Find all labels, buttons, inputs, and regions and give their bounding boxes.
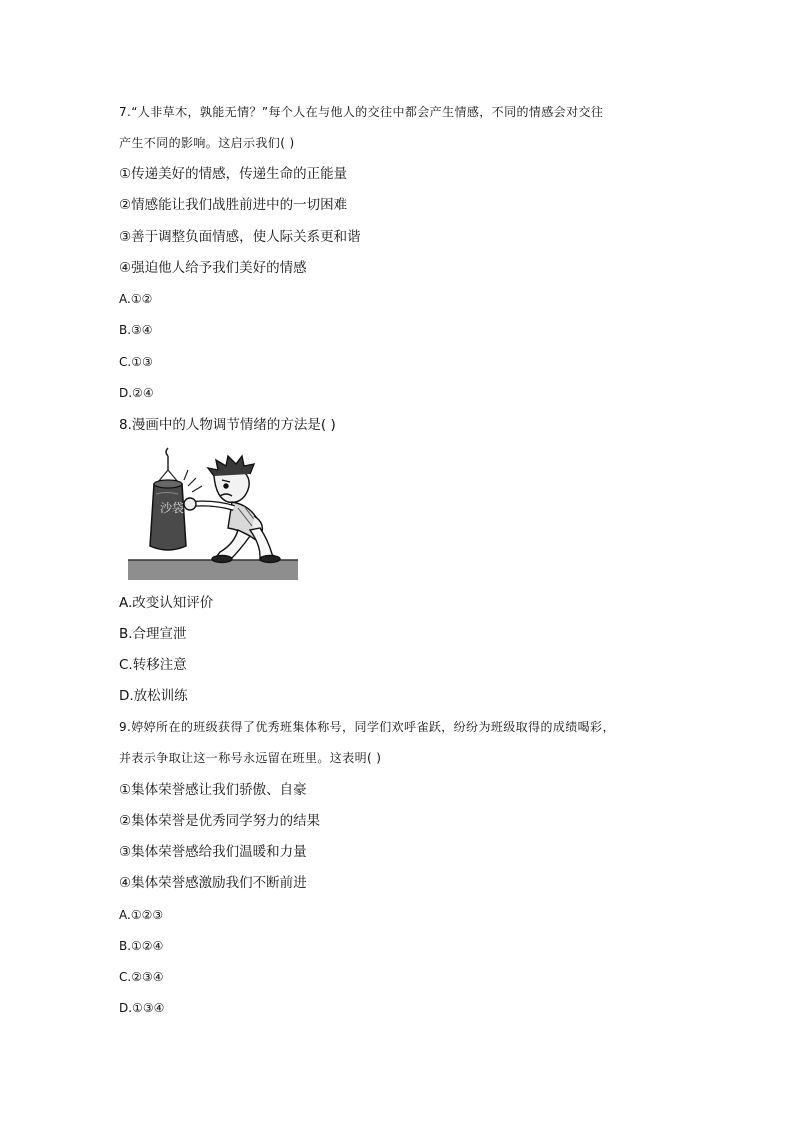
q9-stem-line2: 并表示争取让这一称号永远留在班里。这表明( )	[119, 751, 382, 765]
q9-option-b[interactable]: B.①②④	[119, 939, 164, 953]
q8-stem: 8.漫画中的人物调节情绪的方法是( )	[119, 417, 336, 433]
q9-option-c[interactable]: C.②③④	[119, 970, 164, 984]
q7-statement-4: ④强迫他人给予我们美好的情感	[119, 260, 307, 276]
q9-statement-4: ④集体荣誉感激励我们不断前进	[119, 875, 307, 891]
q9-statement-1: ①集体荣誉感让我们骄傲、自豪	[119, 782, 307, 798]
q7-option-c[interactable]: C.①③	[119, 355, 153, 369]
q9-statement-2: ②集体荣誉是优秀同学努力的结果	[119, 813, 321, 829]
q7-option-b[interactable]: B.③④	[119, 323, 153, 337]
q8-option-d[interactable]: D.放松训练	[119, 688, 188, 704]
q9-statement-3: ③集体荣誉感给我们温暖和力量	[119, 844, 307, 860]
q8-option-b[interactable]: B.合理宣泄	[119, 626, 187, 642]
bag-label: 沙袋	[160, 501, 185, 515]
q9-option-d[interactable]: D.①③④	[119, 1001, 165, 1015]
q7-statement-1: ①传递美好的情感，传递生命的正能量	[119, 166, 348, 182]
q7-option-a[interactable]: A.①②	[119, 292, 153, 306]
person-punching	[184, 456, 280, 563]
q7-option-d[interactable]: D.②④	[119, 386, 154, 400]
q7-statement-3: ③善于调整负面情感，使人际关系更和谐	[119, 229, 361, 245]
q7-stem-line1: 7.“人非草木，孰能无情？”每个人在与他人的交往中都会产生情感，不同的情感会对交往	[119, 105, 604, 119]
q9-stem-line1: 9.婷婷所在的班级获得了优秀班集体称号，同学们欢呼雀跃，纷纷为班级取得的成绩喝彩，	[119, 720, 615, 734]
q9-option-a[interactable]: A.①②③	[119, 908, 164, 922]
q7-statement-2: ②情感能让我们战胜前进中的一切困难	[119, 197, 348, 213]
punching-bag	[150, 480, 186, 550]
q7-stem-line2: 产生不同的影响。这启示我们( )	[119, 136, 295, 150]
q8-option-c[interactable]: C.转移注意	[119, 657, 187, 673]
q8-option-a[interactable]: A.改变认知评价	[119, 595, 214, 611]
punching-bag-cartoon	[126, 446, 300, 582]
